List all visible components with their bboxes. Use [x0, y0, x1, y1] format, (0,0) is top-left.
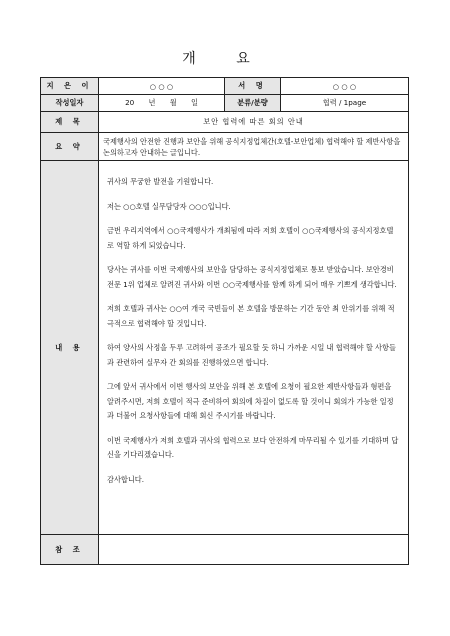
subject-label: 제 목	[41, 112, 99, 133]
document-title: 개 요	[182, 51, 268, 67]
content-paragraph: 저희 호텔과 귀사는 ○○여 개국 국빈들이 본 호텔을 방문하는 기간 동안 최 안위기를 위해 적극적으로 협력해야 할 것입니다.	[107, 304, 395, 328]
content-paragraph: 감사합니다.	[107, 474, 145, 484]
category-value[interactable]: 협력 / 1page	[281, 95, 409, 112]
author-label: 지 은 이	[41, 78, 99, 95]
reference-row	[41, 535, 409, 565]
content-paragraph: 귀사의 무궁한 발전을 기원합니다.	[107, 177, 214, 186]
signature-value[interactable]: ○ ○ ○	[281, 78, 409, 95]
date-label: 작성일자	[41, 95, 99, 112]
date-row	[41, 95, 409, 112]
content-paragraph: 이번 국제행사가 저희 호텔과 귀사의 협력으로 보다 안전하게 마무리될 수 있기를 기대하며 답신을 기다리겠습니다.	[107, 435, 399, 459]
reference-value[interactable]	[99, 535, 409, 565]
content-paragraph: 저는 ○○호텔 실무담당자 ○○○입니다.	[107, 201, 231, 211]
summary-label: 요 약	[41, 133, 99, 161]
subject-value[interactable]: 보안 협력에 따른 회의 안내	[99, 112, 409, 133]
author-value[interactable]: ○ ○ ○	[99, 78, 225, 95]
content-paragraph: 금번 우리지역에서 ○○국제행사가 개최됨에 따라 저희 호텔이 ○○국제행사의 공식지정호텔로 역할 하게 되었습니다.	[107, 226, 394, 250]
content-row	[41, 161, 409, 535]
overview-form-table	[40, 77, 409, 565]
content-paragraph: 하여 양사의 사정을 두루 고려하여 공조가 필요할 듯 하니 가까운 시일 내 협력해야 할 사항들과 관련하여 실무자 간 회의를 진행하였으면 합니다.	[107, 343, 396, 367]
signature-label: 서 명	[225, 78, 281, 95]
content-body[interactable]	[99, 161, 409, 535]
content-paragraph: 그에 앞서 귀사에서 이번 행사의 보안을 위해 본 호텔에 요청이 필요한 제반사항들과 형편을 알려주시면, 저희 호텔이 적극 준비하여 회의에 차질이 없도록 할 것이니 회의가 가능한 일정과 더불어 요청사항들에 대해 회신 주시기를 바랍니다.	[107, 382, 394, 420]
category-label: 분류/분량	[225, 95, 281, 112]
summary-value[interactable]: 국제행사의 안전한 진행과 보안을 위해 공식지정업체간(호텔-보안업체) 협력해야 할 제반사항을 논의하고자 안내하는 글입니다.	[99, 133, 409, 161]
author-row	[41, 78, 409, 95]
summary-row	[41, 133, 409, 161]
content-label: 내 용	[41, 161, 99, 535]
reference-label: 참 조	[41, 535, 99, 565]
date-value[interactable]: 20 년 월 일	[99, 95, 225, 112]
subject-row	[41, 112, 409, 133]
content-paragraph: 당사는 귀사를 이번 국제행사의 보안을 담당하는 공식지정업체로 통보 받았습니다. 보안경비 전문 1위 업체로 알려진 귀사와 이번 ○○국제행사를 함께 하게 되어 매우 기쁘게 생각합니다.	[107, 265, 397, 289]
